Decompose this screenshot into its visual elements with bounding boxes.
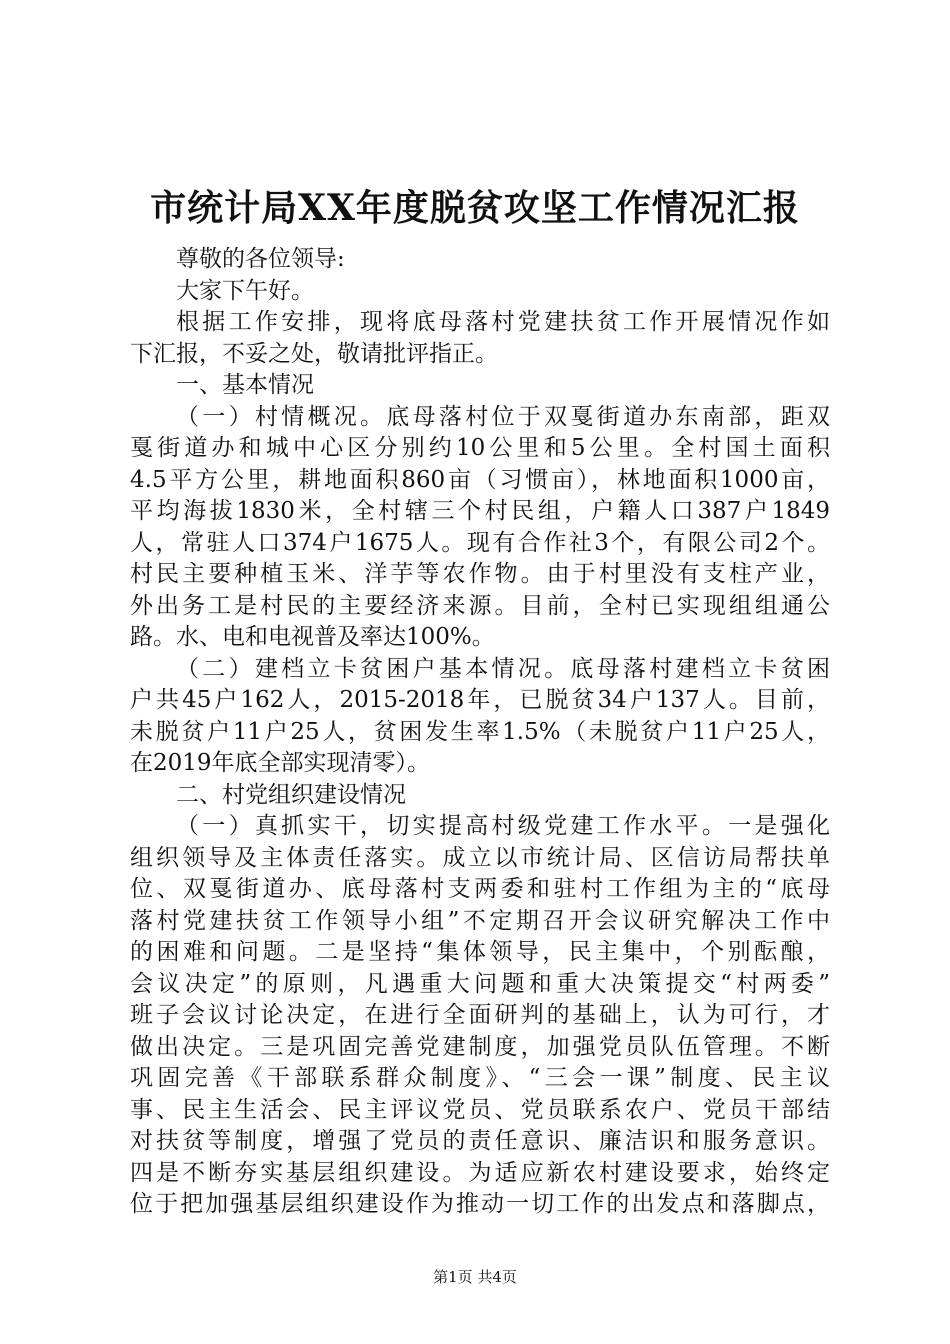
body-line: 根据工作安排，现将底母落村党建扶贫工作开展情况作如: [176, 309, 830, 335]
body-line: 位、双戛街道办、底母落村支两委和驻村工作组为主的“底母: [130, 876, 830, 902]
body-line: 组织领导及主体责任落实。成立以市统计局、区信访局帮扶单: [130, 844, 830, 871]
body-line: （一）村情概况。底母落村位于双戛街道办东南部，距双: [176, 403, 830, 430]
body-line: （二）建档立卡贫困户基本情况。底母落村建档立卡贫困: [176, 655, 830, 682]
body-line: 的困难和问题。二是坚持“集体领导，民主集中，个别酝酿，: [130, 939, 830, 965]
body-line: 大家下午好。: [176, 277, 314, 304]
page-footer: 第1页 共4页: [433, 1268, 517, 1286]
document-body: [130, 244, 830, 1221]
body-line: 戛街道办和城中心区分别约10公里和5公里。全村国土面积: [130, 435, 830, 461]
body-line: 班子会议讨论决定，在进行全面研判的基础上，认为可行，才: [130, 1002, 830, 1028]
body-line: 四是不断夯实基层组织建设。为适应新农村建设要求，始终定: [130, 1159, 830, 1186]
body-line: 4.5平方公里，耕地面积860亩（习惯亩），林地面积1000亩，: [130, 466, 830, 493]
body-line: 未脱贫户11户25人，贫困发生率1.5%（未脱贫户11户25人，: [130, 718, 830, 745]
body-line: （一）真抓实干，切实提高村级党建工作水平。一是强化: [176, 813, 830, 839]
body-line: 会议决定”的原则，凡遇重大问题和重大决策提交“村两委”: [130, 970, 830, 997]
body-line: 村民主要种植玉米、洋芋等农作物。由于村里没有支柱产业，: [130, 561, 830, 587]
body-line: 事、民主生活会、民主评议党员、党员联系农户、党员干部结: [130, 1096, 830, 1123]
body-line: 尊敬的各位领导:: [176, 246, 345, 272]
body-line: 一、基本情况: [176, 372, 314, 398]
body-line: 位于把加强基层组织建设作为推动一切工作的出发点和落脚点，: [130, 1191, 830, 1217]
body-line: 路。水、电和电视普及率达100%。: [130, 624, 495, 650]
body-line: 人，常驻人口374户1675人。现有合作社3个，有限公司2个。: [130, 529, 830, 556]
body-line: 户共45户162人，2015-2018年，已脱贫34户137人。目前，: [130, 687, 830, 713]
body-line: 外出务工是村民的主要经济来源。目前，全村已实现组组通公: [130, 592, 830, 619]
body-line: 平均海拔1830米，全村辖三个村民组，户籍人口387户1849: [130, 498, 830, 524]
body-line: 下汇报，不妥之处，敬请批评指正。: [130, 340, 498, 367]
body-line: 在2019年底全部实现清零）。: [130, 750, 431, 776]
body-line: 二、村党组织建设情况: [176, 781, 406, 808]
body-line: 做出决定。三是巩固完善党建制度，加强党员队伍管理。不断: [130, 1033, 830, 1060]
body-line: 巩固完善《干部联系群众制度》、“三会一课”制度、民主议: [130, 1065, 830, 1091]
body-line: 落村党建扶贫工作领导小组”不定期召开会议研究解决工作中: [130, 907, 830, 934]
body-line: 对扶贫等制度，增强了党员的责任意识、廉洁识和服务意识。: [130, 1128, 830, 1154]
document-title: 市统计局XX年度脱贫攻坚工作情况汇报: [150, 187, 800, 229]
